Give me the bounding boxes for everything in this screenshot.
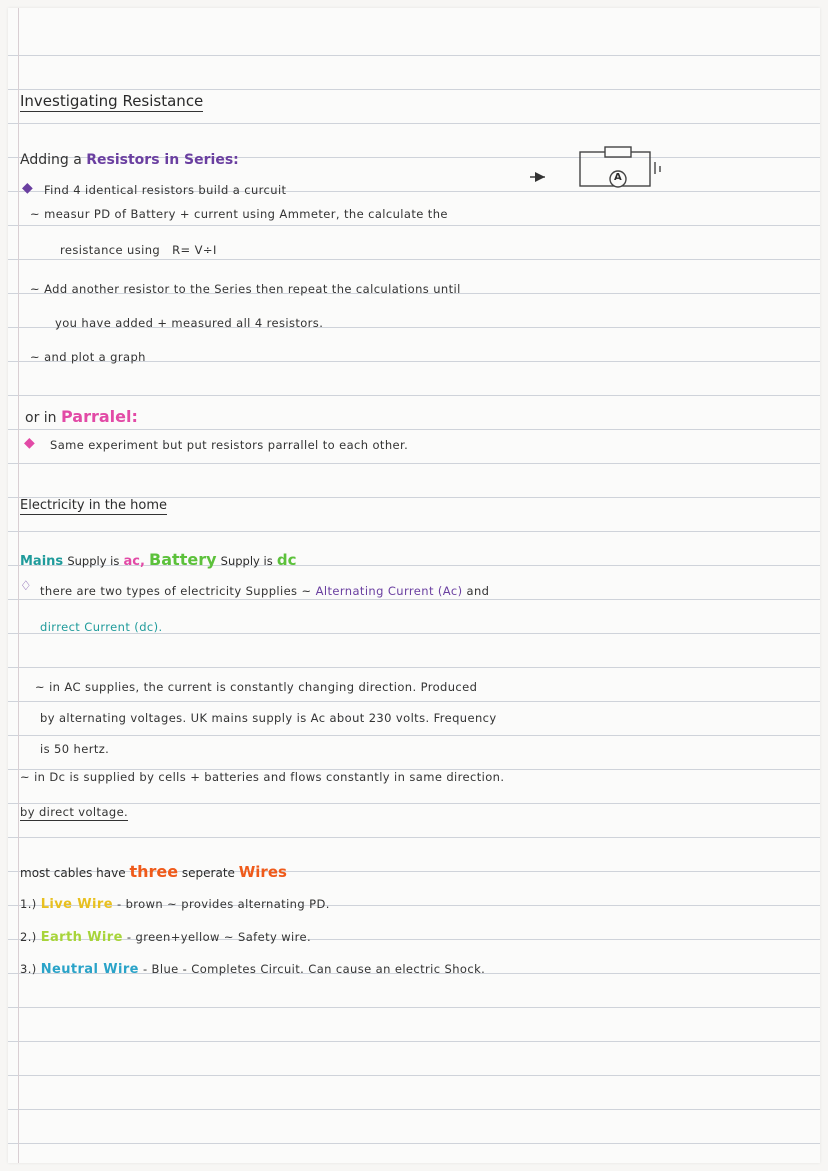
series-line-4: ~ Add another resistor to the Series then repeat the calculations until (30, 282, 461, 296)
star-bullet-icon: ◆ (24, 435, 35, 451)
wire-num-2: 2.) (20, 930, 37, 944)
earth-wire-name: Earth Wire (40, 930, 123, 945)
wire-item-earth (20, 930, 311, 945)
neutral-wire-desc: - Blue - Completes Circuit. Can cause an electric Shock. (142, 962, 486, 976)
supply-is-2: Supply is (220, 554, 273, 568)
home-heading: Electricity in the home (20, 498, 168, 513)
wire-num-3: 3.) (20, 962, 37, 976)
types-text: there are two types of electricity Supplies ~ (40, 584, 312, 598)
parallel-heading-highlight: Parralel: (61, 407, 138, 426)
ac-line-3: is 50 hertz. (40, 742, 110, 756)
parallel-heading-prefix: or in (25, 410, 57, 426)
wires-word: Wires (238, 863, 287, 881)
wires-intro-b: seperate (181, 866, 235, 880)
series-heading-highlight: Resistors in Series: (86, 152, 239, 168)
dc-word: dc (276, 551, 297, 569)
series-line-3-text: resistance using (60, 243, 161, 257)
wire-item-live (20, 897, 330, 912)
dc-line-1: ~ in Dc is supplied by cells + batteries and flows constantly in same direction. (20, 770, 505, 784)
series-heading (20, 152, 239, 168)
types-line (40, 584, 489, 598)
wire-item-neutral (20, 962, 485, 977)
battery-word: Battery (149, 550, 217, 569)
series-line-5: you have added + measured all 4 resistors. (55, 316, 324, 330)
supply-summary (20, 550, 296, 569)
alternating-current: Alternating Current (Ac) (315, 584, 463, 598)
live-wire-desc: - brown ~ provides alternating PD. (116, 897, 330, 911)
series-line-6: ~ and plot a graph (30, 350, 146, 364)
earth-wire-desc: - green+yellow ~ Safety wire. (126, 930, 312, 944)
direct-current: dirrect Current (dc). (40, 620, 163, 634)
neutral-wire-name: Neutral Wire (40, 962, 139, 977)
resistance-formula: R= V÷I (172, 243, 217, 257)
circuit-diagram-icon (520, 140, 690, 195)
parallel-line-1: Same experiment but put resistors parrallel to each other. (50, 438, 409, 452)
star-bullet-icon: ◆ (22, 180, 33, 196)
series-heading-prefix: Adding a (20, 152, 82, 168)
page-title: Investigating Resistance (20, 92, 204, 110)
and-word: and (466, 584, 490, 598)
ac-line-1: ~ in AC supplies, the current is constantly changing direction. Produced (35, 680, 478, 694)
series-line-1: Find 4 identical resistors build a curcuit (44, 183, 287, 197)
dc-line-2: by direct voltage. (20, 805, 129, 819)
ammeter-label: A (614, 172, 622, 183)
wires-intro-a: most cables have (20, 866, 126, 880)
parallel-heading (25, 407, 138, 426)
supply-is-1: Supply is (67, 554, 120, 568)
margin-line (18, 8, 19, 1163)
series-line-2: ~ measur PD of Battery + current using Ammeter, the calculate the (30, 207, 448, 221)
live-wire-name: Live Wire (40, 897, 113, 912)
mains-word: Mains (20, 554, 64, 569)
ac-word: ac, (123, 554, 145, 569)
three-word: three (129, 862, 179, 881)
ac-line-2: by alternating voltages. UK mains supply is Ac about 230 volts. Frequency (40, 711, 497, 725)
series-line-3 (60, 243, 217, 257)
wire-num-1: 1.) (20, 897, 37, 911)
wires-intro (20, 862, 287, 881)
heart-bullet-icon: ♢ (20, 579, 32, 594)
